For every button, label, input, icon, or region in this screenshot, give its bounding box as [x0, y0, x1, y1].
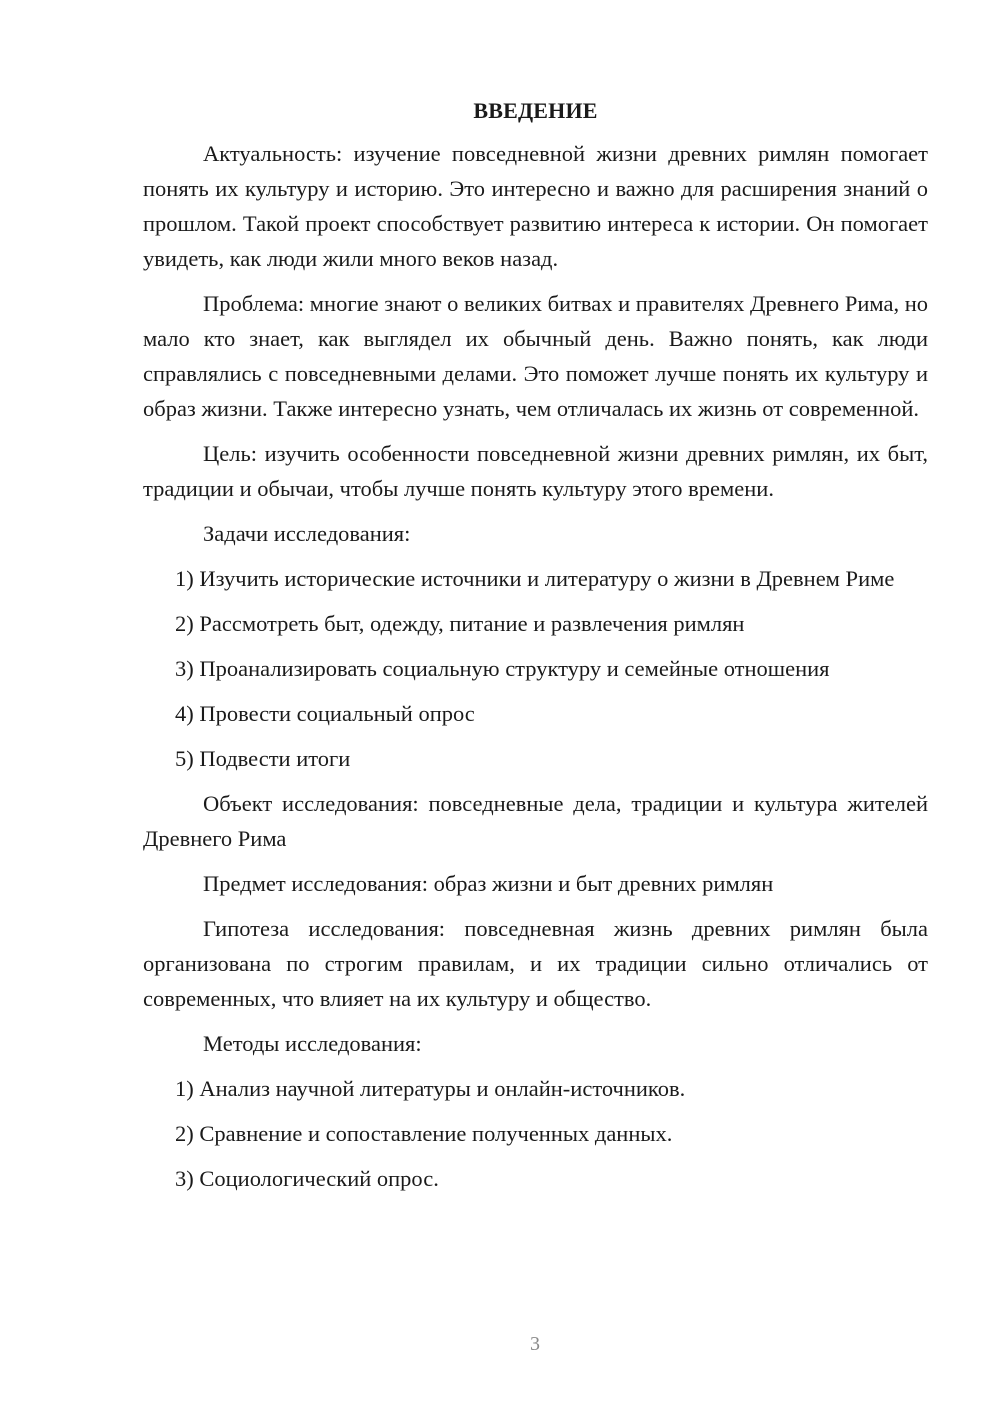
task-item-5: 5) Подвести итоги: [175, 746, 351, 771]
relevance-paragraph: Актуальность: изучение повседневной жизни древних римлян помогает понять их культуру и историю. Это интересно и важно для расширения знаний о прошлом. Такой проект способствует развитию интереса к истории. Он помогает увидеть, как люди жили много веков назад.: [143, 141, 928, 271]
subject-paragraph: Предмет исследования: образ жизни и быт древних римлян: [203, 871, 774, 896]
page-number: 3: [530, 1333, 540, 1355]
tasks-list: [143, 561, 928, 776]
method-item-3: 3) Социологический опрос.: [175, 1166, 439, 1191]
goal-paragraph: Цель: изучить особенности повседневной жизни древних римлян, их быт, традиции и обычаи, чтобы лучше понять культуру этого времени.: [143, 441, 928, 501]
page-title: ВВЕДЕНИЕ: [473, 98, 598, 123]
document-page: [143, 96, 928, 1206]
task-item-3: 3) Проанализировать социальную структуру и семейные отношения: [175, 656, 830, 681]
task-item-2: 2) Рассмотреть быт, одежду, питание и развлечения римлян: [175, 611, 745, 636]
tasks-heading: Задачи исследования:: [203, 521, 411, 546]
task-item-4: 4) Провести социальный опрос: [175, 701, 475, 726]
problem-paragraph: Проблема: многие знают о великих битвах и правителях Древнего Рима, но мало кто знает, как выглядел их обычный день. Важно понять, как люди справлялись с повседневными делами. Это поможет лучше понять их культуру и образ жизни. Также интересно узнать, чем отличалась их жизнь от современной.: [143, 291, 928, 421]
methods-list: [143, 1071, 928, 1196]
task-item-1: 1) Изучить исторические источники и литературу о жизни в Древнем Риме: [175, 566, 895, 591]
hypothesis-paragraph: Гипотеза исследования: повседневная жизнь древних римлян была организована по строгим правилам, и их традиции сильно отличались от современных, что влияет на их культуру и общество.: [143, 916, 928, 1011]
method-item-2: 2) Сравнение и сопоставление полученных данных.: [175, 1121, 673, 1146]
method-item-1: 1) Анализ научной литературы и онлайн-источников.: [175, 1076, 686, 1101]
object-paragraph: Объект исследования: повседневные дела, традиции и культура жителей Древнего Рима: [143, 791, 928, 851]
methods-heading: Методы исследования:: [203, 1031, 422, 1056]
